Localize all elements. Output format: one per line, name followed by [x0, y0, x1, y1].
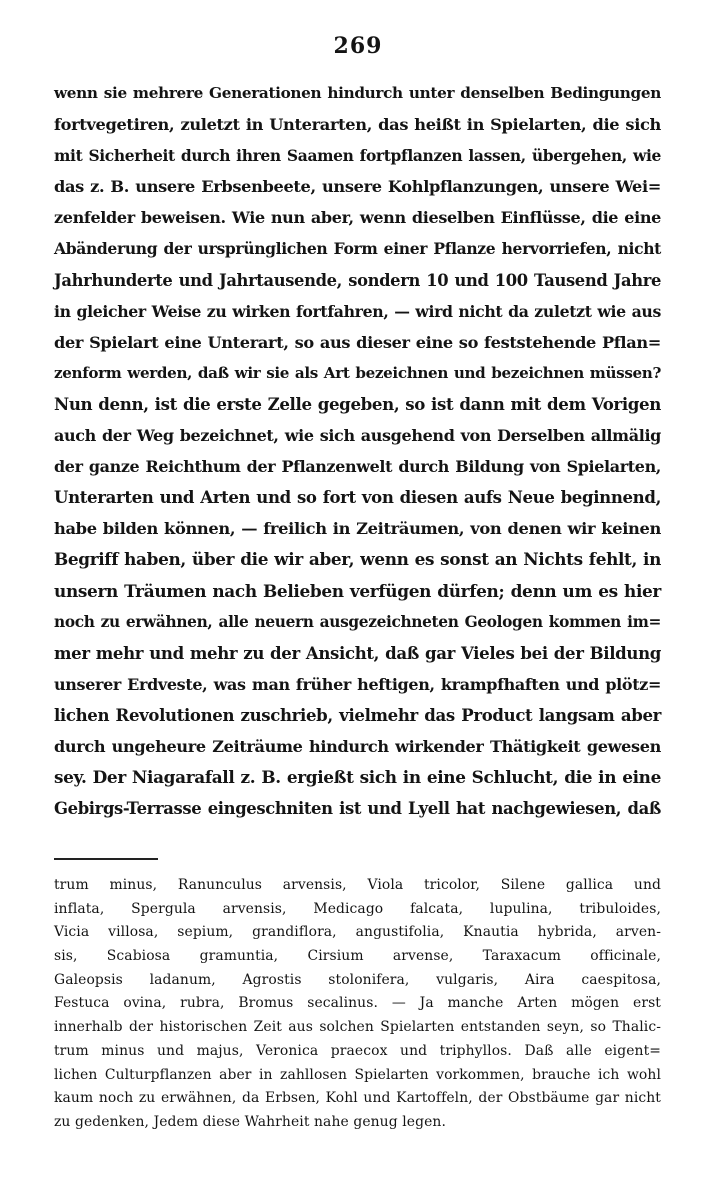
text-line: Gebirgs-Terrasse eingeschniten ist und Lyell hat nachgewiesen, daß	[54, 799, 661, 819]
text-line: Abänderung der ursprünglichen Form einer Pflanze hervorriefen, nicht	[54, 239, 661, 259]
footnote-line: trum minus, Ranunculus arvensis, Viola tricolor, Silene gallica und	[54, 877, 661, 893]
text-line: Begriff haben, über die wir aber, wenn es sonst an Nichts fehlt, in	[54, 549, 661, 570]
text-line: fortvegetiren, zuletzt in Unterarten, das heißt in Spielarten, die sich	[54, 115, 661, 135]
main-text	[54, 78, 661, 824]
text-line: durch ungeheure Zeiträume hindurch wirkender Thätigkeit gewesen	[54, 736, 661, 756]
text-line: habe bilden können, — freilich in Zeiträumen, von denen wir keinen	[54, 519, 661, 539]
text-line: zenform werden, daß wir sie als Art bezeichnen und bezeichnen müssen?	[54, 363, 661, 382]
text-line: wenn sie mehrere Generationen hindurch unter denselben Bedingungen	[54, 84, 661, 102]
footnote-line: Festuca ovina, rubra, Bromus secalinus. — Ja manche Arten mögen erst	[54, 995, 661, 1012]
text-line: auch der Weg bezeichnet, wie sich ausgehend von Derselben allmälig	[54, 426, 661, 446]
text-line: der Spielart eine Unterart, so aus dieser eine so feststehende Pflan=	[54, 332, 661, 352]
footnote-line: Vicia villosa, sepium, grandiflora, angustifolia, Knautia hybrida, arven-	[54, 924, 661, 941]
text-line: noch zu erwähnen, alle neuern ausgezeichneten Geologen kommen im=	[54, 612, 661, 631]
text-line: in gleicher Weise zu wirken fortfahren, — wird nicht da zuletzt wie aus	[54, 301, 661, 321]
footnote-line: inflata, Spergula arvensis, Medicago falcata, lupulina, tribuloides,	[54, 900, 661, 917]
footnote	[54, 874, 661, 1135]
footnote-line: Galeopsis ladanum, Agrostis stolonifera, vulgaris, Aira caespitosa,	[54, 971, 661, 988]
text-line: das z. B. unsere Erbsenbeete, unsere Kohlpflanzungen, unsere Wei=	[54, 177, 661, 197]
text-line: lichen Revolutionen zuschrieb, vielmehr das Product langsam aber	[54, 704, 661, 725]
footnote-line: innerhalb der historischen Zeit aus solchen Spielarten entstanden seyn, so Thalic-	[54, 1019, 661, 1036]
footnote-line: sis, Scabiosa gramuntia, Cirsium arvense, Taraxacum officinale,	[54, 948, 661, 965]
page-number: 269	[333, 33, 383, 59]
footnote-line: trum minus und majus, Veronica praecox und triphyllos. Daß alle eigent=	[54, 1042, 661, 1059]
text-line: unsern Träumen nach Belieben verfügen dürfen; denn um es hier	[54, 580, 661, 601]
footnote-separator	[54, 858, 158, 860]
footnote-line: lichen Culturpflanzen aber in zahllosen Spielarten vorkommen, brauche ich wohl	[54, 1066, 661, 1083]
footnote-line: kaum noch zu erwähnen, da Erbsen, Kohl und Kartoffeln, der Obstbäume gar nicht	[54, 1090, 661, 1107]
text-line: mit Sicherheit durch ihren Saamen fortpflanzen lassen, übergehen, wie	[54, 146, 661, 166]
footnote-line: zu gedenken, Jedem diese Wahrheit nahe genug legen.	[54, 1113, 446, 1130]
text-line: unserer Erdveste, was man früher heftigen, krampfhaften und plötz=	[54, 674, 661, 694]
text-line: Unterarten und Arten und so fort von diesen aufs Neue beginnend,	[54, 487, 661, 508]
text-line: Jahrhunderte und Jahrtausende, sondern 10 und 100 Tausend Jahre	[54, 270, 661, 290]
text-line: Nun denn, ist die erste Zelle gegeben, so ist dann mit dem Vorigen	[54, 393, 661, 414]
text-line: sey. Der Niagarafall z. B. ergießt sich in eine Schlucht, die in eine	[54, 767, 661, 788]
text-line: der ganze Reichthum der Pflanzenwelt durch Bildung von Spielarten,	[54, 457, 661, 477]
text-line: mer mehr und mehr zu der Ansicht, daß gar Vieles bei der Bildung	[54, 642, 661, 663]
text-line: zenfelder beweisen. Wie nun aber, wenn dieselben Einflüsse, die eine	[54, 208, 661, 228]
